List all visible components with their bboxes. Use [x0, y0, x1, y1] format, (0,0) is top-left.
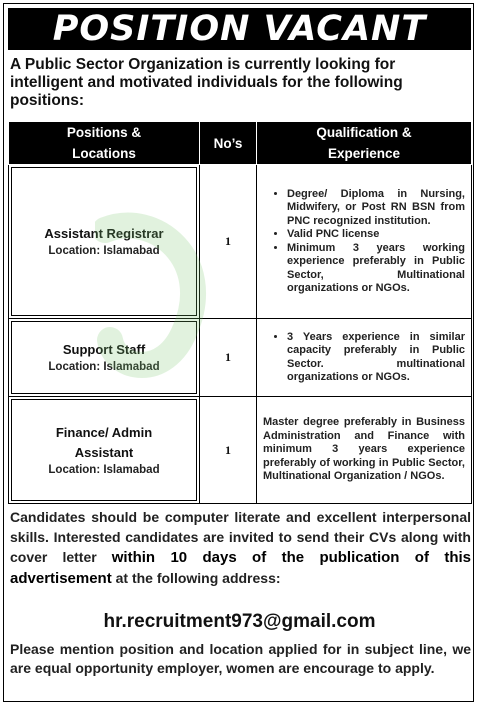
position-cell: [9, 319, 200, 397]
header-nos: No’s: [200, 122, 257, 165]
position-count: 1: [200, 319, 257, 397]
position-location: Location: Islamabad: [48, 361, 160, 373]
position-location: Location: Islamabad: [48, 463, 160, 476]
instructions-text: Candidates should be computer literate and excellent interpersonal skills. Interested candidates are invited to send their CVs along with cover letter: [10, 509, 471, 565]
table-row: [9, 319, 472, 397]
closing-note: Please mention position and location applied for in subject line, we are equal opportunity employer, women are encourage to apply.: [10, 641, 471, 676]
qualification-item: • Valid PNC license: [287, 228, 465, 242]
table-row: [9, 397, 472, 504]
header-qual-line1: Qualification &: [316, 125, 412, 140]
header-qual-line2: Experience: [327, 146, 401, 161]
position-title-line1: Finance/ Admin: [55, 424, 153, 440]
position-box: [11, 321, 197, 394]
position-cell: [9, 165, 200, 319]
position-location: Location: Islamabad: [48, 245, 160, 257]
qualification-item: • Minimum 3 years working experience preferably in Public Sector, Multinational organizations or NGOs.: [287, 242, 465, 296]
position-count: 1: [200, 165, 257, 319]
positions-table: [8, 121, 472, 504]
header-positions-line1: Positions &: [66, 125, 142, 140]
deadline-text: within 10 days of the publication of this advertisement: [10, 549, 471, 587]
header-qualification: [257, 122, 472, 165]
position-box: [11, 167, 197, 316]
position-count: 1: [200, 397, 257, 504]
position-title-line2: Assistant: [74, 444, 134, 460]
header-positions: [9, 122, 200, 165]
position-title: Support Staff: [62, 342, 146, 357]
qualification-list: [257, 188, 471, 296]
intro-text: A Public Sector Organization is currently looking for intelligent and motivated individuals for the following positions:: [10, 56, 403, 109]
qualification-cell: [257, 319, 472, 397]
qualification-item: • 3 Years experience in similar capacity preferably in Public Sector. multinational organizations or NGOs.: [287, 331, 465, 385]
qualification-item: • Degree/ Diploma in Nursing, Midwifery, or Post RN BSN from PNC recognized institution.: [287, 188, 465, 229]
header-positions-line2: Locations: [72, 146, 136, 161]
qualification-paragraph: Master degree preferably in Business Administration and Finance with minimum 3 years experience preferably of working in Public Sector, Multinational Organization / NGOs.: [263, 416, 465, 483]
qualification-cell: [257, 165, 472, 319]
contact-email[interactable]: hr.recruitment973@gmail.com: [103, 611, 376, 632]
instructions-text-end: at the following address:: [111, 570, 281, 586]
table-row: [9, 165, 472, 319]
position-title: Assistant Registrar: [44, 226, 164, 241]
qualification-cell: [257, 397, 472, 504]
qualification-list: [257, 331, 471, 385]
table-header-row: [9, 122, 472, 165]
page-title: POSITION VACANT: [8, 8, 471, 50]
application-instructions: [10, 507, 471, 589]
position-cell: [9, 397, 200, 504]
position-box: [11, 399, 197, 501]
